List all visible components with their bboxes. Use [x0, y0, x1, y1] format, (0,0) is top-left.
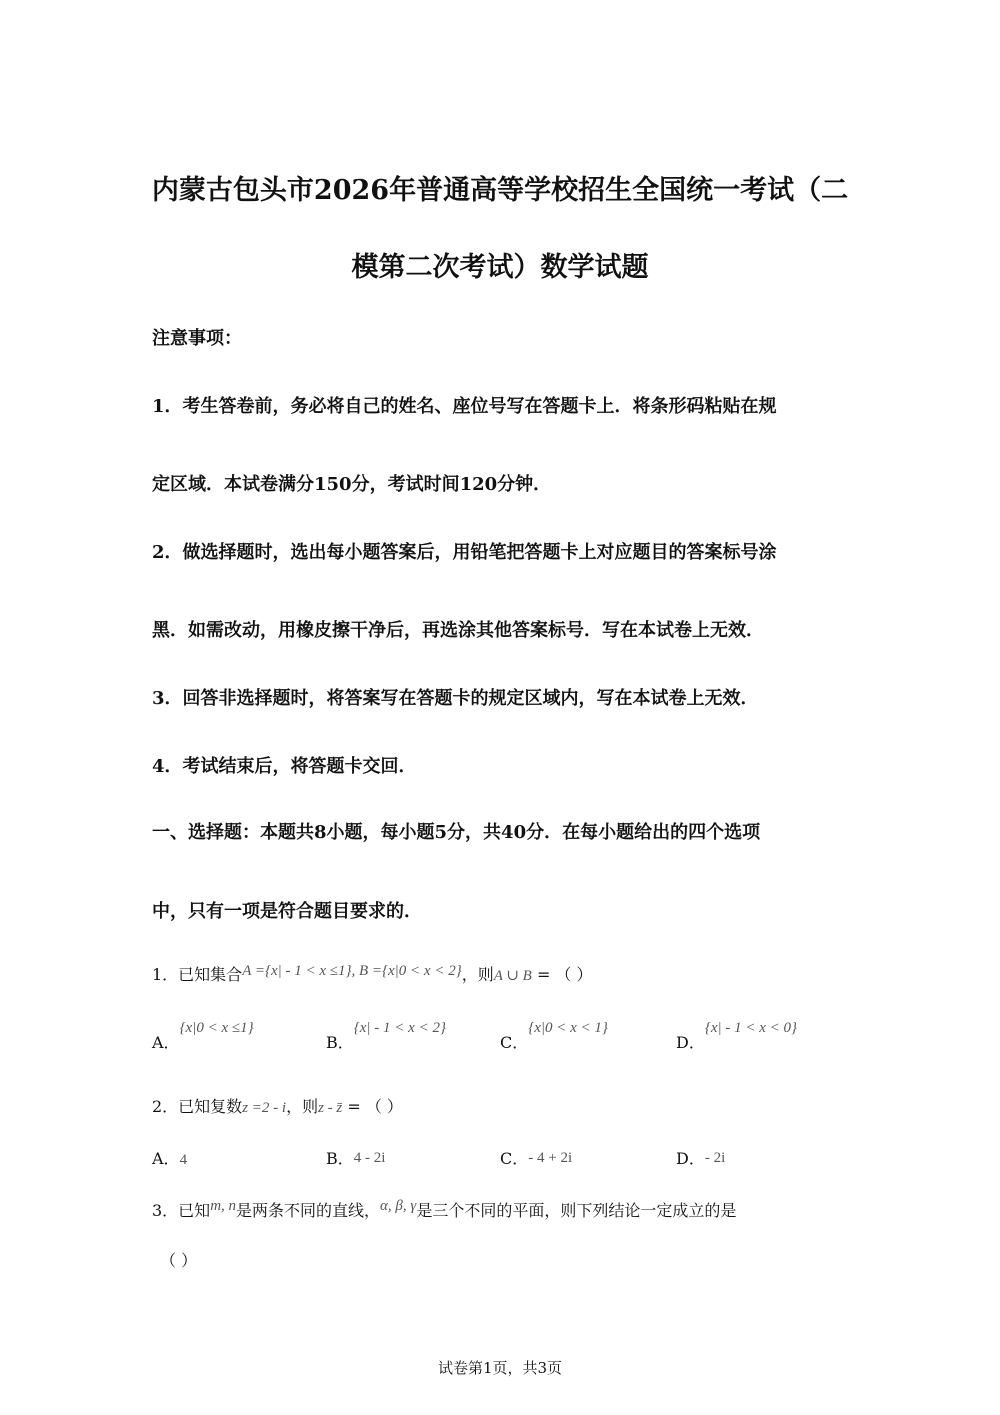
q1-option-a-math: {x|0 < x ≤1}	[179, 1020, 254, 1036]
q2-option-b-math: 4 - 2i	[353, 1150, 386, 1166]
question-1	[152, 962, 593, 985]
question-1-blank: = （ ）	[536, 965, 593, 984]
notice-heading: 注意事项：	[152, 328, 242, 349]
question-3	[152, 1198, 736, 1221]
q2-option-a-math: 4	[179, 1152, 188, 1168]
question-2-z: z =2 - i	[242, 1100, 287, 1116]
question-3-suffix: 是三个不同的平面，则下列结论一定成立的是	[416, 1201, 737, 1220]
question-1-sets: A ={x| - 1 < x ≤1}, B ={x|0 < x < 2}	[242, 963, 462, 979]
page-footer: 试卷第1页，共3页	[437, 1359, 563, 1377]
notice-item-3: 3．回答非选择题时，将答案写在答题卡的规定区域内，写在本试卷上无效．	[152, 688, 759, 709]
q1-option-b: B．{x| - 1 < x < 2}	[326, 1020, 446, 1052]
section-1-intro-a: 一、选择题：本题共8小题，每小题5分，共40分．在每小题给出的四个选项	[152, 822, 761, 843]
q2-option-c-math: - 4 + 2i	[528, 1150, 573, 1166]
question-2-expr: z - z̄	[318, 1100, 343, 1116]
q2-option-a: A．4	[152, 1149, 188, 1168]
q1-option-a: A．{x|0 < x ≤1}	[152, 1020, 254, 1052]
question-3-lines: m, n	[210, 1198, 237, 1214]
q1-option-b-math: {x| - 1 < x < 2}	[353, 1020, 446, 1036]
title-line-1: 内蒙古包头市2026年普通高等学校招生全国统一考试（二	[151, 175, 849, 206]
q2-option-b: B．4 - 2i	[326, 1149, 386, 1168]
question-2-suffix: ，则	[286, 1097, 319, 1116]
q1-option-d-math: {x| - 1 < x < 0}	[704, 1020, 798, 1036]
question-3-planes: α, β, γ	[380, 1198, 417, 1214]
notice-item-1b: 定区域．本试卷满分150分，考试时间120分钟．	[152, 474, 552, 495]
notice-item-2b: 黑．如需改动，用橡皮擦干净后，再选涂其他答案标号．写在本试卷上无效．	[152, 620, 764, 641]
question-3-mid: 是两条不同的直线，	[236, 1201, 381, 1220]
question-2	[152, 1094, 403, 1117]
notice-item-4: 4．考试结束后，将答题卡交回．	[152, 756, 417, 777]
q1-option-d: D．{x| - 1 < x < 0}	[676, 1020, 798, 1052]
q1-option-c-math: {x|0 < x < 1}	[528, 1020, 608, 1036]
question-1-union: A ∪ B	[493, 968, 532, 984]
question-1-suffix: ，则	[461, 965, 494, 984]
notice-item-2a: 2．做选择题时，选出每小题答案后，用铅笔把答题卡上对应题目的答案标号涂	[152, 542, 777, 563]
notice-item-1a: 1．考生答卷前，务必将自己的姓名、座位号写在答题卡上．将条形码粘贴在规	[152, 396, 777, 417]
question-3-blank: （ ）	[160, 1251, 198, 1270]
question-3-prefix: 3．已知	[152, 1201, 211, 1220]
section-1-intro-b: 中，只有一项是符合题目要求的．	[152, 901, 422, 922]
question-2-prefix: 2．已知复数	[152, 1097, 243, 1116]
q1-option-c: C．{x|0 < x < 1}	[500, 1020, 608, 1052]
question-2-blank: = （ ）	[347, 1097, 403, 1116]
title-line-2: 模第二次考试）数学试题	[351, 252, 649, 283]
q2-option-c: C．- 4 + 2i	[500, 1149, 573, 1168]
question-1-prefix: 1．已知集合	[152, 965, 243, 984]
q2-option-d: D．- 2i	[676, 1149, 726, 1168]
q2-option-d-math: - 2i	[704, 1150, 726, 1166]
